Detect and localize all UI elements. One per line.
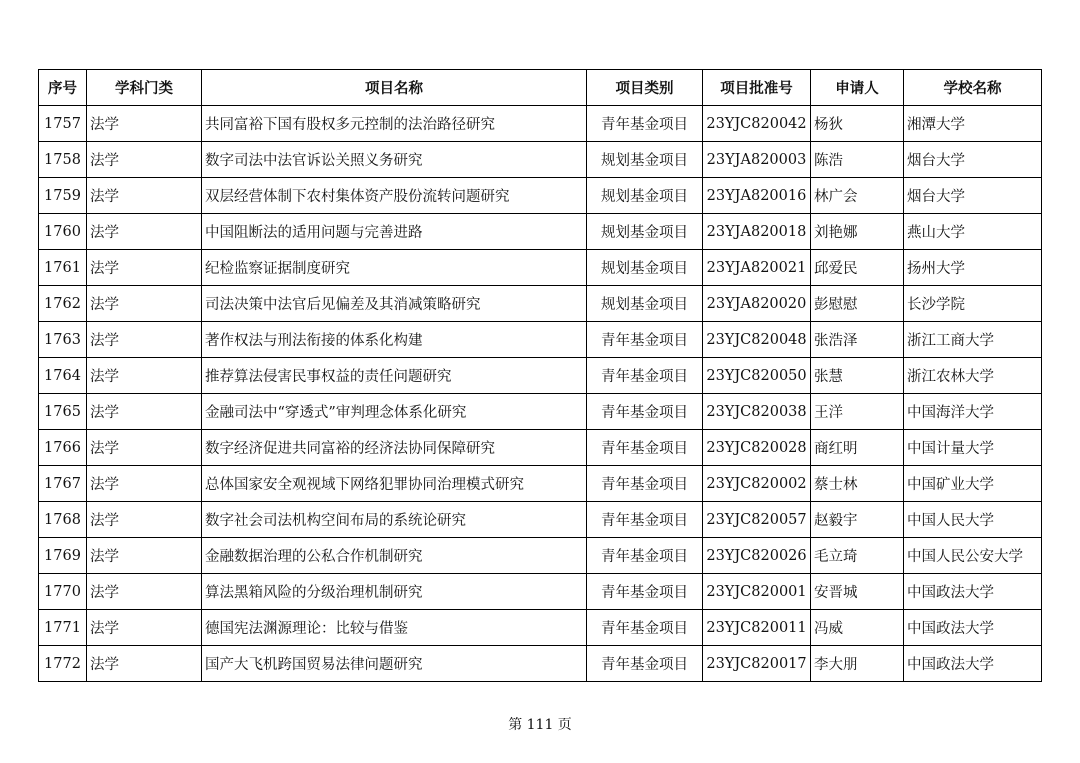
cell-school: 中国政法大学: [904, 574, 1042, 610]
cell-applicant: 安晋城: [811, 574, 904, 610]
cell-index: 1760: [39, 214, 87, 250]
cell-project-category: 规划基金项目: [587, 142, 703, 178]
cell-approval-number: 23YJC820017: [703, 646, 811, 682]
cell-discipline: 法学: [87, 646, 202, 682]
cell-index: 1763: [39, 322, 87, 358]
cell-applicant: 张慧: [811, 358, 904, 394]
table-row: [39, 610, 1042, 646]
header-project-category: 项目类别: [587, 70, 703, 106]
cell-applicant: 商红明: [811, 430, 904, 466]
cell-discipline: 法学: [87, 538, 202, 574]
page-number: 第 111 页: [508, 717, 572, 733]
cell-index: 1767: [39, 466, 87, 502]
cell-applicant: 蔡士林: [811, 466, 904, 502]
cell-project-name: 双层经营体制下农村集体资产股份流转问题研究: [202, 178, 587, 214]
cell-discipline: 法学: [87, 106, 202, 142]
header-applicant: 申请人: [811, 70, 904, 106]
cell-discipline: 法学: [87, 502, 202, 538]
table-body: [39, 106, 1042, 682]
cell-discipline: 法学: [87, 466, 202, 502]
cell-project-name: 数字社会司法机构空间布局的系统论研究: [202, 502, 587, 538]
cell-applicant: 李大朋: [811, 646, 904, 682]
cell-project-category: 青年基金项目: [587, 106, 703, 142]
table-row: [39, 502, 1042, 538]
cell-applicant: 邱爱民: [811, 250, 904, 286]
cell-index: 1758: [39, 142, 87, 178]
cell-applicant: 刘艳娜: [811, 214, 904, 250]
cell-applicant: 陈浩: [811, 142, 904, 178]
cell-project-name: 纪检监察证据制度研究: [202, 250, 587, 286]
table-row: [39, 430, 1042, 466]
table-row: [39, 178, 1042, 214]
cell-applicant: 杨狄: [811, 106, 904, 142]
cell-school: 烟台大学: [904, 142, 1042, 178]
table-row: [39, 646, 1042, 682]
cell-school: 中国矿业大学: [904, 466, 1042, 502]
header-school: 学校名称: [904, 70, 1042, 106]
cell-project-name: 金融数据治理的公私合作机制研究: [202, 538, 587, 574]
header-discipline: 学科门类: [87, 70, 202, 106]
cell-project-name: 中国阻断法的适用问题与完善进路: [202, 214, 587, 250]
cell-project-category: 规划基金项目: [587, 250, 703, 286]
cell-project-name: 总体国家安全观视域下网络犯罪协同治理模式研究: [202, 466, 587, 502]
header-index: 序号: [39, 70, 87, 106]
cell-project-name: 德国宪法渊源理论：比较与借鉴: [202, 610, 587, 646]
cell-project-category: 青年基金项目: [587, 394, 703, 430]
cell-project-category: 青年基金项目: [587, 322, 703, 358]
cell-discipline: 法学: [87, 286, 202, 322]
cell-approval-number: 23YJC820057: [703, 502, 811, 538]
cell-project-name: 司法决策中法官后见偏差及其消减策略研究: [202, 286, 587, 322]
cell-approval-number: 23YJC820028: [703, 430, 811, 466]
cell-discipline: 法学: [87, 322, 202, 358]
table-row: [39, 106, 1042, 142]
cell-index: 1770: [39, 574, 87, 610]
cell-project-name: 共同富裕下国有股权多元控制的法治路径研究: [202, 106, 587, 142]
cell-school: 燕山大学: [904, 214, 1042, 250]
header-approval-number: 项目批准号: [703, 70, 811, 106]
cell-project-category: 规划基金项目: [587, 178, 703, 214]
cell-index: 1757: [39, 106, 87, 142]
cell-index: 1771: [39, 610, 87, 646]
cell-discipline: 法学: [87, 430, 202, 466]
cell-project-category: 青年基金项目: [587, 430, 703, 466]
table-row: [39, 322, 1042, 358]
cell-project-name: 数字司法中法官诉讼关照义务研究: [202, 142, 587, 178]
cell-applicant: 林广会: [811, 178, 904, 214]
cell-discipline: 法学: [87, 358, 202, 394]
cell-school: 浙江工商大学: [904, 322, 1042, 358]
cell-school: 中国人民大学: [904, 502, 1042, 538]
cell-approval-number: 23YJA820021: [703, 250, 811, 286]
cell-approval-number: 23YJA820018: [703, 214, 811, 250]
cell-school: 中国计量大学: [904, 430, 1042, 466]
table-row: [39, 142, 1042, 178]
cell-index: 1766: [39, 430, 87, 466]
cell-project-category: 青年基金项目: [587, 538, 703, 574]
cell-index: 1762: [39, 286, 87, 322]
cell-discipline: 法学: [87, 142, 202, 178]
table-row: [39, 358, 1042, 394]
cell-school: 中国政法大学: [904, 646, 1042, 682]
cell-project-category: 青年基金项目: [587, 502, 703, 538]
cell-index: 1759: [39, 178, 87, 214]
cell-school: 中国政法大学: [904, 610, 1042, 646]
cell-project-category: 青年基金项目: [587, 466, 703, 502]
cell-school: 扬州大学: [904, 250, 1042, 286]
table-row: [39, 214, 1042, 250]
cell-school: 浙江农林大学: [904, 358, 1042, 394]
cell-project-category: 青年基金项目: [587, 574, 703, 610]
cell-index: 1772: [39, 646, 87, 682]
cell-school: 湘潭大学: [904, 106, 1042, 142]
cell-applicant: 赵毅宇: [811, 502, 904, 538]
cell-index: 1768: [39, 502, 87, 538]
cell-approval-number: 23YJA820016: [703, 178, 811, 214]
cell-approval-number: 23YJC820001: [703, 574, 811, 610]
table-row: [39, 574, 1042, 610]
cell-index: 1761: [39, 250, 87, 286]
cell-project-name: 数字经济促进共同富裕的经济法协同保障研究: [202, 430, 587, 466]
cell-project-category: 规划基金项目: [587, 286, 703, 322]
cell-approval-number: 23YJC820048: [703, 322, 811, 358]
cell-approval-number: 23YJC820050: [703, 358, 811, 394]
cell-project-name: 推荐算法侵害民事权益的责任问题研究: [202, 358, 587, 394]
cell-index: 1769: [39, 538, 87, 574]
cell-applicant: 毛立琦: [811, 538, 904, 574]
cell-approval-number: 23YJC820026: [703, 538, 811, 574]
cell-approval-number: 23YJC820002: [703, 466, 811, 502]
cell-discipline: 法学: [87, 250, 202, 286]
cell-index: 1765: [39, 394, 87, 430]
cell-project-name: 国产大飞机跨国贸易法律问题研究: [202, 646, 587, 682]
project-table: [38, 69, 1042, 682]
cell-project-name: 著作权法与刑法衔接的体系化构建: [202, 322, 587, 358]
cell-applicant: 冯威: [811, 610, 904, 646]
cell-index: 1764: [39, 358, 87, 394]
cell-discipline: 法学: [87, 178, 202, 214]
cell-project-name: 金融司法中“穿透式”审判理念体系化研究: [202, 394, 587, 430]
cell-school: 烟台大学: [904, 178, 1042, 214]
table-row: [39, 538, 1042, 574]
cell-school: 长沙学院: [904, 286, 1042, 322]
cell-discipline: 法学: [87, 214, 202, 250]
cell-discipline: 法学: [87, 574, 202, 610]
table-row: [39, 466, 1042, 502]
cell-discipline: 法学: [87, 394, 202, 430]
table-header-row: [39, 70, 1042, 106]
cell-discipline: 法学: [87, 610, 202, 646]
cell-school: 中国人民公安大学: [904, 538, 1042, 574]
cell-approval-number: 23YJC820042: [703, 106, 811, 142]
cell-approval-number: 23YJC820011: [703, 610, 811, 646]
cell-school: 中国海洋大学: [904, 394, 1042, 430]
table-row: [39, 250, 1042, 286]
table-row: [39, 394, 1042, 430]
cell-approval-number: 23YJA820003: [703, 142, 811, 178]
cell-project-name: 算法黑箱风险的分级治理机制研究: [202, 574, 587, 610]
cell-project-category: 规划基金项目: [587, 214, 703, 250]
cell-applicant: 王洋: [811, 394, 904, 430]
cell-applicant: 张浩泽: [811, 322, 904, 358]
table-row: [39, 286, 1042, 322]
cell-approval-number: 23YJC820038: [703, 394, 811, 430]
cell-project-category: 青年基金项目: [587, 358, 703, 394]
header-project-name: 项目名称: [202, 70, 587, 106]
cell-project-category: 青年基金项目: [587, 610, 703, 646]
cell-project-category: 青年基金项目: [587, 646, 703, 682]
cell-applicant: 彭慰慰: [811, 286, 904, 322]
cell-approval-number: 23YJA820020: [703, 286, 811, 322]
